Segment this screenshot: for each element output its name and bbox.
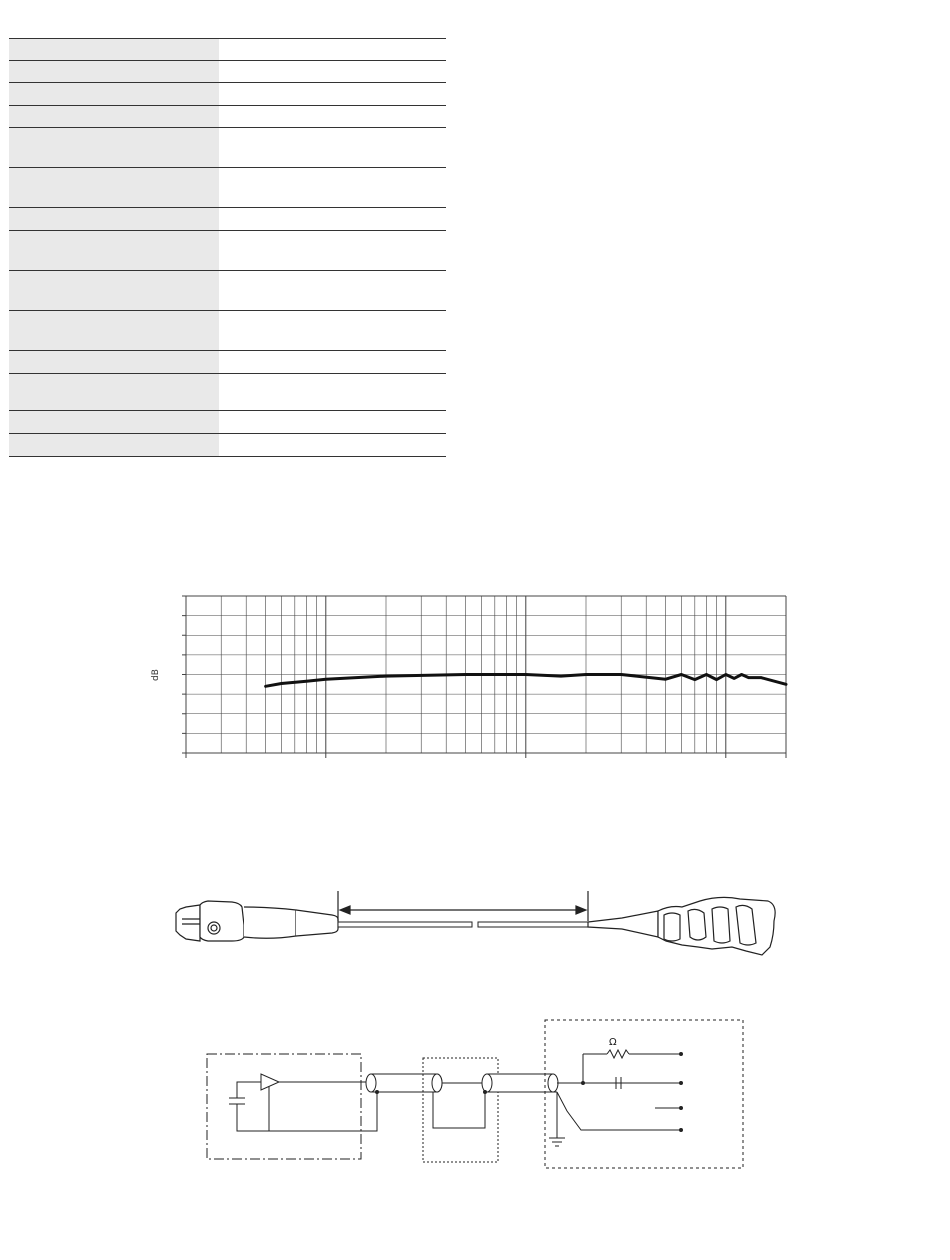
spec-value — [219, 411, 446, 433]
cable-shield-2 — [482, 1074, 558, 1092]
spec-value — [219, 351, 446, 373]
resistor-icon — [607, 1050, 629, 1058]
spec-row — [9, 374, 446, 411]
spec-row — [9, 168, 446, 208]
spec-row — [9, 208, 446, 231]
spec-row — [9, 411, 446, 434]
spec-label — [9, 106, 219, 127]
spec-row — [9, 38, 446, 61]
spec-label — [9, 374, 219, 410]
spec-value — [219, 311, 446, 350]
spec-label — [9, 83, 219, 105]
spec-label — [9, 311, 219, 350]
spec-label — [9, 61, 219, 82]
spec-row — [9, 83, 446, 106]
spec-value — [219, 168, 446, 207]
spec-value — [219, 128, 446, 167]
spec-label — [9, 351, 219, 373]
xlr-connector-icon — [176, 901, 338, 941]
cable-body — [338, 922, 588, 927]
cable-shield-1 — [366, 1074, 442, 1092]
microphone-box — [207, 1054, 361, 1159]
spec-label — [9, 128, 219, 167]
spec-value — [219, 208, 446, 230]
spec-value — [219, 434, 446, 456]
spec-label — [9, 39, 219, 60]
length-dimension — [338, 891, 588, 921]
spec-label — [9, 271, 219, 310]
capsule-capacitor-icon — [229, 1082, 377, 1131]
specification-table — [9, 38, 446, 457]
spec-value — [219, 39, 446, 60]
spec-row — [9, 271, 446, 311]
spec-value — [219, 83, 446, 105]
frequency-response-chart — [140, 585, 800, 765]
wiring-schematic — [195, 1012, 755, 1177]
spec-row — [9, 434, 446, 457]
microphone-head-icon — [588, 897, 775, 955]
spec-value — [219, 231, 446, 270]
spec-row — [9, 128, 446, 168]
spec-row — [9, 311, 446, 351]
receiver-box — [545, 1020, 743, 1168]
spec-label — [9, 411, 219, 433]
chart-grid — [182, 596, 786, 758]
spec-label — [9, 208, 219, 230]
cable-connector-drawing — [160, 885, 785, 965]
receiver-wiring — [487, 1050, 681, 1146]
spec-value — [219, 61, 446, 82]
spec-row — [9, 231, 446, 271]
spec-row — [9, 106, 446, 128]
spec-row — [9, 351, 446, 374]
spec-value — [219, 374, 446, 410]
spec-label — [9, 434, 219, 456]
spec-label — [9, 168, 219, 207]
spec-value — [219, 106, 446, 127]
spec-value — [219, 271, 446, 310]
amplifier-icon — [255, 1074, 370, 1131]
spec-row — [9, 61, 446, 83]
spec-label — [9, 231, 219, 270]
y-axis-label: dB — [151, 669, 161, 681]
resistor-label: Ω — [609, 1037, 617, 1048]
